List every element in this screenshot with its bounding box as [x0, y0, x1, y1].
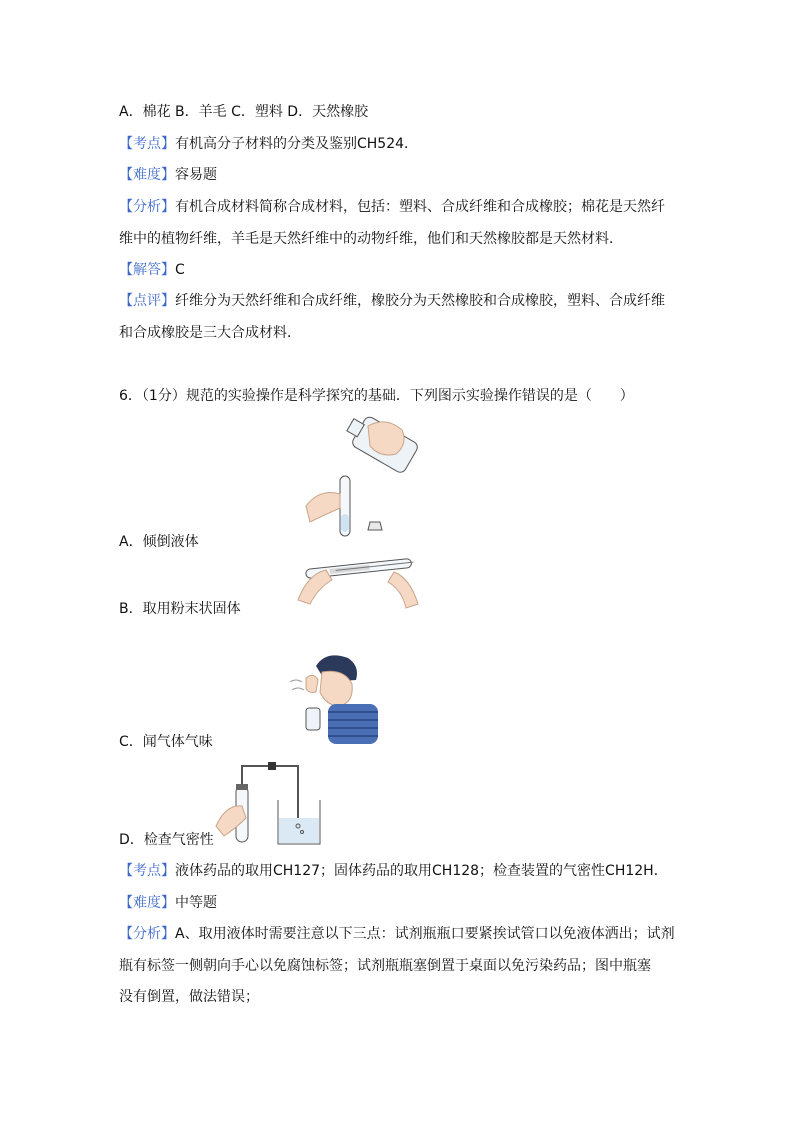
kaodian-tag: 【考点】: [119, 136, 175, 152]
q6-option-c: C．闻气体气味: [119, 734, 213, 750]
q5-kaodian: [119, 134, 418, 154]
kaodian-text: 有机高分子材料的分类及鉴别CH524．: [175, 136, 419, 152]
dianping-line-1: 纤维分为天然纤维和合成纤维，橡胶分为天然橡胶和合成橡胶，塑料、合成纤维: [175, 293, 665, 309]
nandu-text: 容易题: [175, 167, 217, 183]
jieda-tag: 【解答】: [119, 262, 175, 278]
q5-dianping: [119, 291, 665, 311]
dianping-tag: 【点评】: [119, 293, 175, 309]
q5-fenxi-line-2: 维中的植物纤维，羊毛是天然纤维中的动物纤维，他们和天然橡胶都是天然材料．: [119, 231, 623, 247]
q6-option-d: D．检查气密性: [119, 832, 214, 848]
q5-options: A．棉花 B．羊毛 C．塑料 D．天然橡胶: [119, 104, 369, 120]
nandu-text: 中等题: [175, 895, 217, 911]
nandu-tag: 【难度】: [119, 895, 175, 911]
q6-fenxi: [119, 924, 675, 944]
q5-jieda: [119, 260, 185, 280]
fenxi-line-1: A、取用液体时需要注意以下三点：试剂瓶瓶口要紧挨试管口以免液体洒出；试剂: [175, 926, 675, 942]
figure-powder-solid: [296, 550, 420, 614]
figure-air-tightness: [214, 756, 334, 848]
fenxi-line-1: 有机合成材料简称合成材料，包括：塑料、合成纤维和合成橡胶；棉花是天然纤: [175, 199, 665, 215]
kaodian-tag: 【考点】: [119, 863, 175, 879]
q6-option-a: A．倾倒液体: [119, 534, 199, 550]
fenxi-tag: 【分析】: [119, 926, 175, 942]
q5-nandu: [119, 165, 217, 185]
q6-nandu: [119, 893, 217, 913]
jieda-text: C: [175, 262, 185, 278]
fenxi-tag: 【分析】: [119, 199, 175, 215]
kaodian-text: 液体药品的取用CH127；固体药品的取用CH128；检查装置的气密性CH12H．: [175, 863, 668, 879]
figure-smelling-gas: [288, 648, 384, 744]
q5-dianping-line-2: 和合成橡胶是三大合成材料．: [119, 325, 301, 341]
q6-fenxi-line-3: 没有倒置，做法错误；: [119, 989, 259, 1005]
q6-fenxi-line-2: 瓶有标签一侧朝向手心以免腐蚀标签；试剂瓶瓶塞倒置于桌面以免污染药品；图中瓶塞: [119, 958, 651, 974]
figure-pouring-liquid: [296, 414, 426, 542]
q6-option-b: B．取用粉末状固体: [119, 601, 241, 617]
q6-kaodian: [119, 861, 668, 881]
q6-stem: 6．（1分）规范的实验操作是科学探究的基础．下列图示实验操作错误的是（ ）: [119, 388, 634, 404]
q5-fenxi: [119, 197, 665, 217]
nandu-tag: 【难度】: [119, 167, 175, 183]
